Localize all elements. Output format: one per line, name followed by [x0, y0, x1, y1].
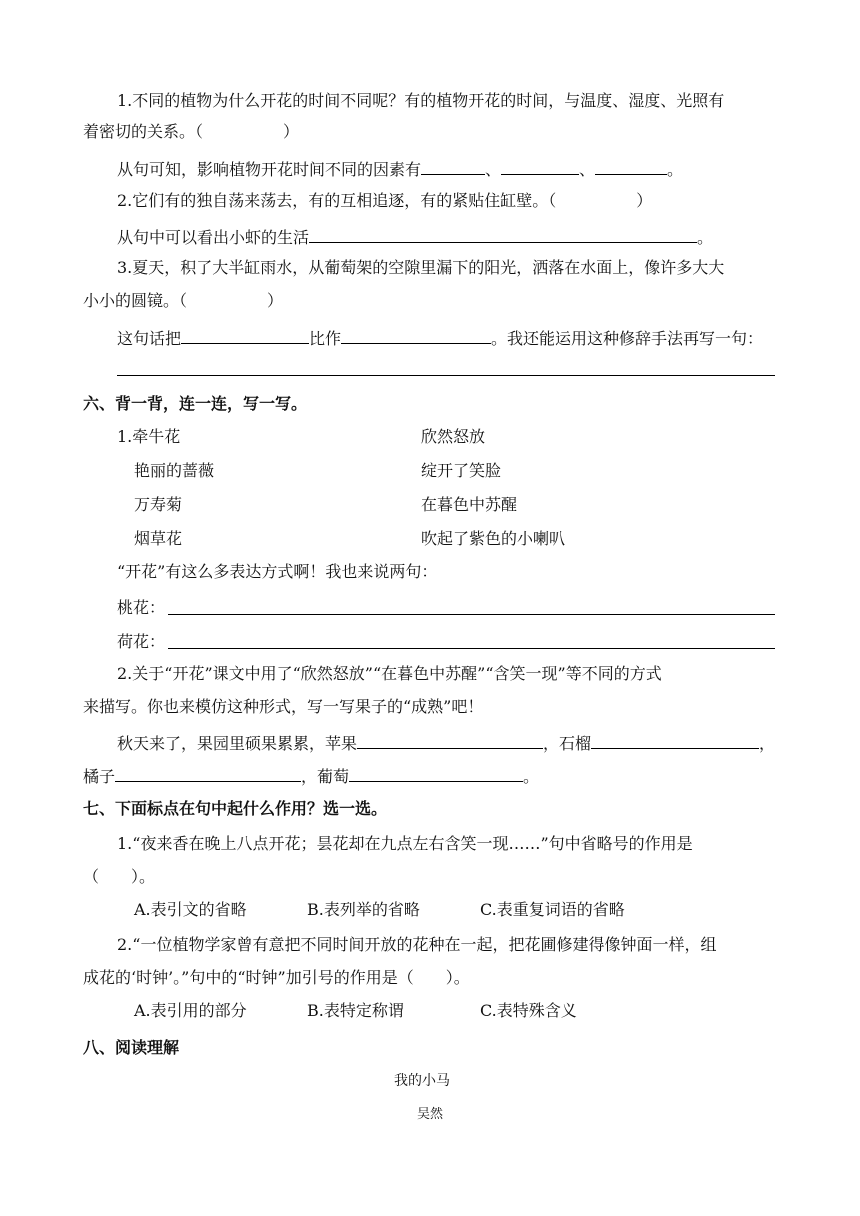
- blank-compare-a[interactable]: [181, 326, 309, 344]
- period: 。: [697, 228, 714, 247]
- q5-item2-fill-text: 从句中可以看出小虾的生活: [117, 228, 310, 247]
- blank-orange[interactable]: [115, 764, 301, 782]
- q5-item2-line1: 2.它们有的独自荡来荡去，有的互相追逐，有的紧贴住缸壁。（ ）: [117, 191, 653, 210]
- q6-left-1: 1.牵牛花: [117, 427, 181, 446]
- q7-item1-option-c[interactable]: C.表重复词语的省略: [480, 900, 625, 919]
- q5-item3-line1: 3.夏天，积了大半缸雨水，从葡萄架的空隙里漏下的阳光，洒落在水面上，像许多大大: [117, 258, 725, 277]
- q6-item2-fill2: [83, 764, 539, 788]
- q6-right-4: 吹起了紫色的小喇叭: [421, 529, 566, 548]
- article-author: 吴然: [417, 1107, 444, 1122]
- q6-fill-text-pomegranate: 石榴: [559, 734, 592, 753]
- blank-factor-3[interactable]: [595, 157, 667, 175]
- article-title: 我的小马: [394, 1073, 450, 1089]
- q6-item2-line2: 来描写。你也来模仿这种形式，写一写果子的“成熟”吧！: [83, 697, 484, 716]
- q7-heading: 七、下面标点在句中起什么作用？选一选。: [83, 799, 388, 818]
- q5-item3-fill-text-a: 这句话把: [117, 329, 182, 348]
- q5-item3-line2: 小小的圆镜。（ ）: [83, 291, 284, 310]
- blank-apple[interactable]: [357, 731, 543, 749]
- q7-item1-line1: 1.“夜来香在晚上八点开花；昙花却在九点左右含笑一现……”句中省略号的作用是: [117, 834, 693, 853]
- comma: ，: [759, 734, 776, 753]
- q6-item2-line1: 2.关于“开花”课文中用了“欣然怒放”“在暮色中苏醒”“含笑一现”等不同的方式: [117, 664, 662, 683]
- q7-item1-option-b[interactable]: B.表列举的省略: [307, 900, 420, 919]
- q7-item1-line2: （ ）。: [83, 867, 156, 886]
- comma: ，: [543, 734, 560, 753]
- period: 。: [523, 767, 540, 786]
- q5-item1-line1: 1.不同的植物为什么开花的时间不同呢？有的植物开花的时间，与温度、湿度、光照有: [117, 91, 725, 110]
- q5-item1-fill-text: 从句可知，影响植物开花时间不同的因素有: [117, 160, 422, 179]
- q6-fill-text-orange: 橘子: [83, 767, 116, 786]
- blank-pomegranate[interactable]: [591, 731, 759, 749]
- blank-factor-1[interactable]: [421, 157, 485, 175]
- blank-factor-2[interactable]: [501, 157, 579, 175]
- q6-prompt: “开花”有这么多表达方式啊！我也来说两句：: [117, 562, 438, 581]
- answer-line-peach[interactable]: [168, 614, 775, 615]
- q7-item2-option-a[interactable]: A.表引用的部分: [134, 1001, 247, 1020]
- comma: ，: [301, 767, 318, 786]
- q5-item2-fill: [117, 225, 713, 249]
- q6-left-3: 万寿菊: [134, 495, 183, 514]
- q7-item1-option-a[interactable]: A.表引文的省略: [134, 900, 247, 919]
- q8-heading: 八、阅读理解: [83, 1038, 180, 1057]
- q6-item2-fill1: [117, 731, 775, 755]
- answer-line-rhetoric[interactable]: [117, 375, 775, 376]
- q6-lotus-label: 荷花：: [117, 632, 166, 651]
- period: 。: [667, 160, 684, 179]
- q6-left-4: 烟草花: [134, 529, 183, 548]
- q5-item3-fill: [117, 326, 763, 350]
- q6-right-3: 在暮色中苏醒: [421, 495, 518, 514]
- q6-fill-text-grape: 葡萄: [317, 767, 350, 786]
- q6-peach-label: 桃花：: [117, 598, 166, 617]
- q6-heading: 六、背一背，连一连，写一写。: [83, 394, 308, 413]
- separator: 、: [485, 160, 502, 179]
- answer-line-lotus[interactable]: [168, 648, 775, 649]
- blank-compare-b[interactable]: [341, 326, 491, 344]
- q7-item2-option-b[interactable]: B.表特定称谓: [307, 1001, 404, 1020]
- q7-item2-option-c[interactable]: C.表特殊含义: [480, 1001, 577, 1020]
- q5-item1-fill: [117, 157, 683, 181]
- q6-fill-text-apple: 秋天来了，果园里硕果累累，苹果: [117, 734, 358, 753]
- q6-right-1: 欣然怒放: [421, 427, 486, 446]
- blank-grape[interactable]: [349, 764, 523, 782]
- q5-item1-line2: 着密切的关系。（ ）: [83, 122, 300, 141]
- q5-item3-fill-text-c: 。我还能运用这种修辞手法再写一句：: [491, 329, 764, 348]
- separator: 、: [579, 160, 596, 179]
- q6-left-2: 艳丽的蔷薇: [134, 461, 215, 480]
- blank-shrimp-life[interactable]: [309, 225, 697, 243]
- q6-right-2: 绽开了笑脸: [421, 461, 502, 480]
- q7-item2-line2: 成花的‘时钟’。”句中的“时钟”加引号的作用是（ ）。: [83, 968, 470, 987]
- q5-item3-fill-text-b: 比作: [309, 329, 342, 348]
- q7-item2-line1: 2.“一位植物学家曾有意把不同时间开放的花种在一起，把花圃修建得像钟面一样，组: [117, 935, 717, 954]
